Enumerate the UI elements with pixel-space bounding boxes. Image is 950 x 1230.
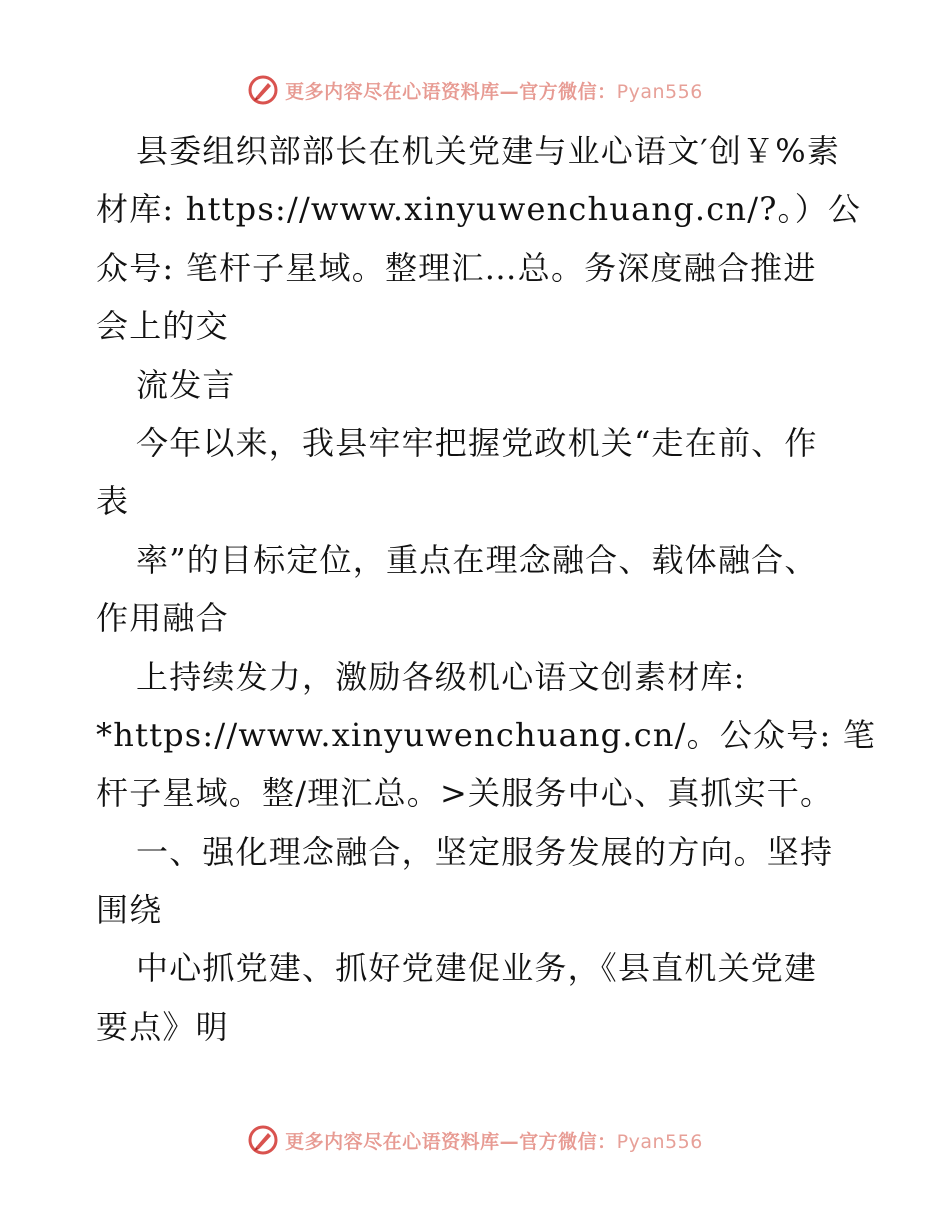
watermark-text: 更多内容尽在心语资料库—官方微信：Pyan556: [285, 1130, 703, 1153]
text-line: 表: [96, 482, 130, 521]
text-line: 中心抓党建、抓好党建促业务，《县直机关党建: [136, 949, 818, 988]
text-line: 县委组织部部长在机关党建与业心语文′创￥%素: [136, 132, 841, 170]
footer-watermark: [0, 1120, 950, 1160]
watermark-text: 更多内容尽在心语资料库—官方微信：Pyan556: [285, 80, 703, 103]
quill-logo-icon: [247, 74, 279, 106]
quill-logo-icon: [247, 1124, 279, 1156]
text-line: 围绕: [96, 891, 163, 930]
text-line: 杆子星域。整/理汇总。>关服务中心、真抓实干。: [96, 774, 834, 813]
text-line: 材库: https://www.xinyuwenchuang.cn/?。）公: [96, 190, 862, 229]
document-body: [96, 122, 876, 1056]
text-line: 作用融合: [96, 599, 229, 638]
text-line: 上持续发力，激励各级机心语文创素材库:: [136, 657, 746, 696]
text-line: 一、强化理念融合，坚定服务发展的方向。坚持: [136, 832, 834, 871]
text-line: 会上的交: [96, 307, 229, 346]
text-line: 众号: 笔杆子星域。整理汇…总。务深度融合推进: [96, 248, 817, 287]
header-watermark: [0, 70, 950, 110]
text-line: *https://www.xinyuwenchuang.cn/。公众号: 笔: [96, 715, 876, 754]
text-line: 流发言: [136, 365, 236, 404]
text-line: 要点》明: [96, 1007, 229, 1046]
text-line: 今年以来，我县牢牢把握党政机关“走在前、作: [136, 423, 818, 462]
text-line: 率”的目标定位，重点在理念融合、载体融合、: [136, 540, 818, 579]
